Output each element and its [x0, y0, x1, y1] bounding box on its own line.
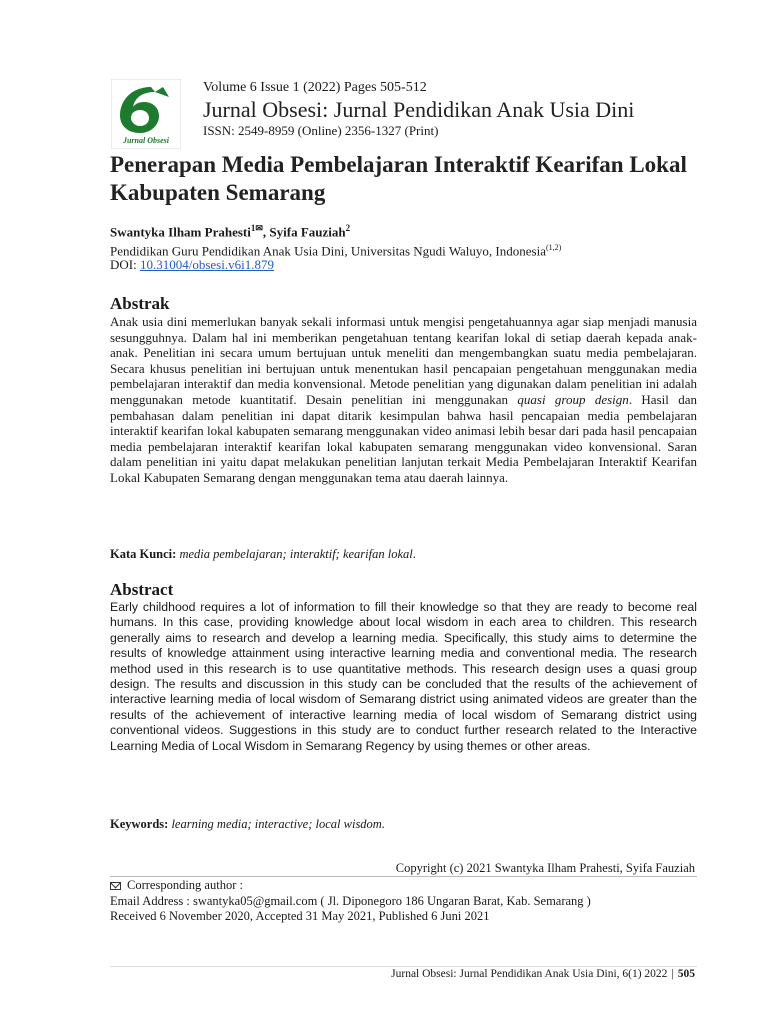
kata-kunci-label: Kata Kunci: [110, 547, 180, 561]
doi-label: DOI: [110, 257, 140, 272]
footer-separator: | [671, 968, 674, 980]
dates-line: Received 6 November 2020, Accepted 31 May 2021, Published 6 Juni 2021 [110, 909, 490, 923]
issn-info: ISSN: 2549-8959 (Online) 2356-1327 (Print) [203, 123, 439, 138]
doi-link[interactable]: 10.31004/obsesi.v6i1.879 [139, 257, 274, 272]
author-2: Syifa Fauziah [269, 224, 346, 240]
kata-kunci [110, 546, 416, 562]
article-title: Penerapan Media Pembelajaran Interaktif Kearifan Lokal Kabupaten Semarang [110, 152, 687, 205]
journal-logo [111, 79, 181, 149]
copyright: Copyright (c) 2021 Swantyka Ilham Prahesti, Syifa Fauziah [395, 861, 695, 875]
affiliation-text: Pendidikan Guru Pendidikan Anak Usia Dini, Universitas Ngudi Waluyo, Indonesia [110, 243, 546, 259]
doi [110, 257, 274, 273]
mail-icon [110, 882, 121, 890]
author-1-sup: 1✉ [250, 223, 263, 233]
page-footer [391, 967, 695, 981]
abstrak-text-a: Anak usia dini memerlukan banyak sekali informasi untuk mengisi pengetahuannya agar siap menjadi manusia sesungguhnya. Dalam hal ini memberikan pengetahuan tentang kearifan lokal di setiap daerah kepada anak-anak. Penelitian ini secara umum bertujuan untuk meneliti dan mengembangkan suatu media pembelajaran. Secara khusus penelitian ini bertujuan untuk menentukan hasil pencapaian pengetahuan menggunakan media pembelajaran interaktif dan media konvensional. Metode penelitian yang digunakan dalam penelitian ini adalah menggunakan metode kuantitatif. Desain penelitian ini menggunakan [110, 314, 697, 407]
author-separator: , [262, 224, 270, 240]
volume-info: Volume 6 Issue 1 (2022) Pages 505-512 [203, 80, 427, 95]
corresponding-label: Corresponding author : [127, 878, 243, 892]
email-line: Email Address : swantyka05@gmail.com ( Jl. Diponegoro 186 Ungaran Barat, Kab. Semarang ) [110, 893, 591, 908]
abstrak-text [110, 314, 697, 486]
author-1: Swantyka Ilham Prahesti [110, 224, 251, 240]
author-2-sup: 2 [345, 223, 351, 233]
affiliation-sup: (1,2) [545, 243, 562, 252]
abstrak-text-italic: quasi group design [517, 391, 629, 407]
journal-name: Jurnal Obsesi: Jurnal Pendidikan Anak Usia Dini [203, 97, 635, 122]
keywords [110, 816, 385, 832]
keywords-label: Keywords: [110, 817, 172, 831]
correspondence [110, 878, 591, 925]
authors [110, 220, 350, 240]
abstract-text: Early childhood requires a lot of information to fill their knowledge so that they are ready to become real humans. In this case, providing knowledge about local wisdom in each area to children. This research generally aims to research and develop a learning media. Specifically, this study aims to determine the results of knowledge attainment using interactive learning media and conventional media. The research method used in this research is to use quantitative methods. This research design uses a quasi group design. The results and discussion in this study can be concluded that the results of the achievement of interactive learning media of local wisdom of Semarang district using animated videos are greater than the results of the achievement of interactive learning media of local wisdom of Semarang district using conventional videos. Suggestions in this study are to conduct further research related to the Interactive Learning Media of Local Wisdom in Semarang Regency by using themes or other areas. [110, 600, 697, 753]
page-number: 505 [677, 968, 695, 980]
kata-kunci-end: . [412, 547, 416, 561]
logo-text: Jurnal Obsesi [122, 136, 170, 145]
abstrak-text-b: . Hasil dan pembahasan dalam penelitian ini dapat ditarik kesimpulan bahwa hasil pencapaian media pembelajaran interaktif kearifan lokal kabupaten semarang menggunakan video animasi lebih besar dari pada hasil pencapaian media pembelajaran interaktif kearifan lokal kabupaten semarang menggunakan video konvensional. Saran dalam penelitian ini yaitu dapat melakukan penelitian lanjutan terkait Media Pembelajaran Interaktif Kearifan Lokal Kabupaten Semarang dengan menggunakan tema atau daerah lainnya. [110, 391, 697, 485]
abstract-heading: Abstract [110, 580, 174, 599]
footer-journal: Jurnal Obsesi: Jurnal Pendidikan Anak Usia Dini, 6(1) 2022 [391, 968, 668, 980]
abstrak-heading: Abstrak [110, 294, 170, 313]
divider [110, 876, 697, 877]
kata-kunci-value: media pembelajaran; interaktif; kearifan lokal [179, 547, 413, 561]
keywords-value: learning media; interactive; local wisdom. [171, 817, 385, 831]
